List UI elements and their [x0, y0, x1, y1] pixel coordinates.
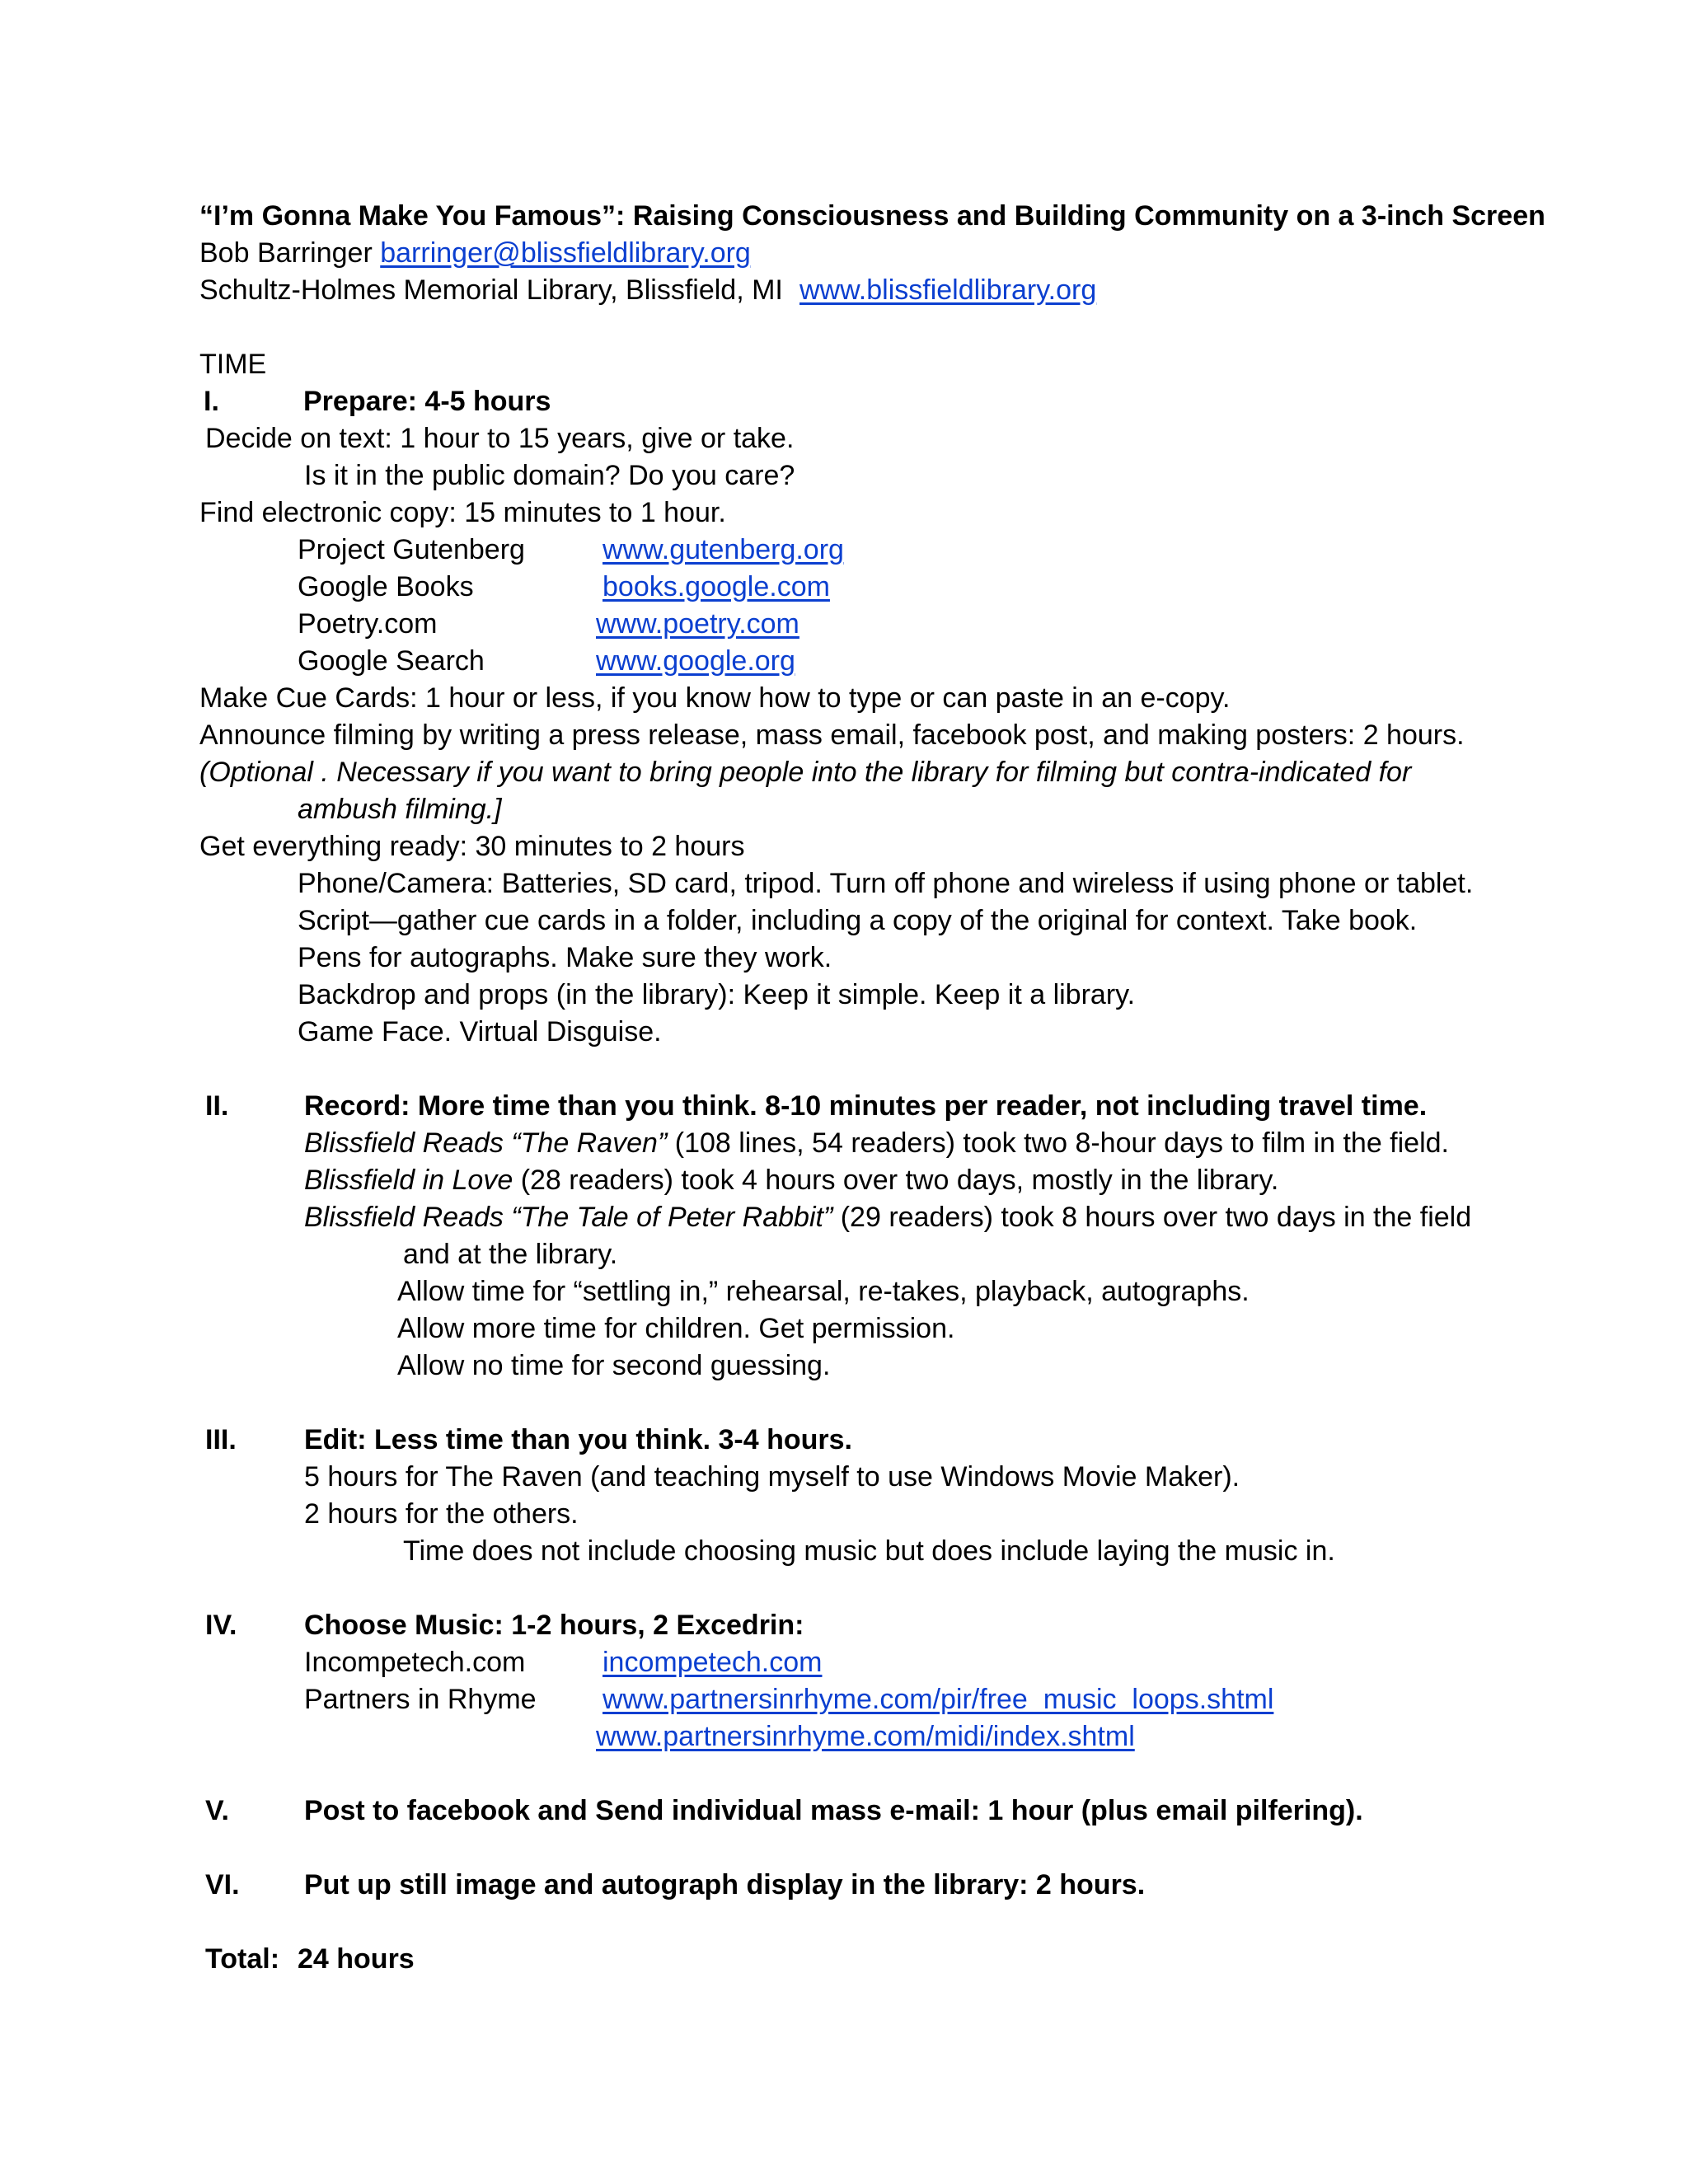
author-line	[199, 235, 751, 271]
edit-others-line: 2 hours for the others.	[304, 1498, 579, 1530]
ready-item: Pens for autographs. Make sure they work.	[298, 942, 832, 973]
ready-item: Game Face. Virtual Disguise.	[298, 1016, 662, 1047]
section-4-heading: Choose Music: 1-2 hours, 2 Excedrin:	[304, 1610, 804, 1641]
music-source-url-link[interactable]: incompetech.com	[603, 1647, 823, 1678]
total-label: Total:	[205, 1943, 280, 1975]
author-name: Bob Barringer	[199, 237, 373, 269]
section-3-heading: Edit: Less time than you think. 3-4 hours.	[304, 1424, 852, 1455]
edit-raven-line: 5 hours for The Raven (and teaching myself to use Windows Movie Maker).	[304, 1461, 1240, 1493]
find-copy-line: Find electronic copy: 15 minutes to 1 hour.	[199, 497, 726, 528]
section-4-number: IV.	[205, 1610, 237, 1641]
ready-item: Phone/Camera: Batteries, SD card, tripod. Turn off phone and wireless if using phone or tablet.	[298, 868, 1474, 899]
source-name: Google Search	[298, 645, 485, 677]
music-extra-url-link[interactable]: www.partnersinrhyme.com/midi/index.shtml	[596, 1721, 1135, 1752]
edit-note-line: Time does not include choosing music but does include laying the music in.	[403, 1535, 1335, 1567]
source-url-link[interactable]: www.google.org	[596, 645, 795, 677]
cue-cards-line: Make Cue Cards: 1 hour or less, if you know how to type or can paste in an e-copy.	[199, 682, 1231, 714]
raven-details: (108 lines, 54 readers) took two 8-hour days to film in the field.	[667, 1127, 1449, 1159]
source-name: Poetry.com	[298, 608, 438, 640]
author-email-link[interactable]: barringer@blissfieldlibrary.org	[380, 237, 751, 269]
allow-item: Allow no time for second guessing.	[397, 1350, 831, 1381]
total-value: 24 hours	[298, 1943, 415, 1975]
rabbit-title: Blissfield Reads “The Tale of Peter Rabbit”	[304, 1202, 833, 1233]
library-name: Schultz-Holmes Memorial Library, Blissfield, MI	[199, 274, 783, 306]
section-2-number: II.	[205, 1090, 229, 1122]
love-title: Blissfield in Love	[304, 1165, 513, 1196]
time-label: TIME	[199, 349, 267, 380]
love-details: (28 readers) took 4 hours over two days, mostly in the library.	[513, 1165, 1279, 1196]
optional-note-line-1: (Optional . Necessary if you want to bring people into the library for filming but contra-indicated for	[199, 757, 1412, 788]
library-url-link[interactable]: www.blissfieldlibrary.org	[799, 274, 1097, 306]
decide-text-line: Decide on text: 1 hour to 15 years, give or take.	[205, 423, 795, 454]
document-title: “I’m Gonna Make You Famous”: Raising Consciousness and Building Community on a 3-inch Screen	[199, 200, 1545, 232]
section-1-number: I.	[204, 386, 219, 417]
source-url-link[interactable]: www.poetry.com	[596, 608, 799, 640]
allow-item: Allow more time for children. Get permission.	[397, 1313, 955, 1344]
section-3-number: III.	[205, 1424, 237, 1455]
love-line	[304, 1162, 1278, 1198]
source-name: Project Gutenberg	[298, 534, 525, 565]
section-5-number: V.	[205, 1795, 230, 1826]
optional-note-line-2: ambush filming.]	[298, 794, 502, 825]
rabbit-line	[304, 1199, 1471, 1235]
music-source-name: Incompetech.com	[304, 1647, 526, 1678]
allow-item: Allow time for “settling in,” rehearsal, re-takes, playback, autographs.	[397, 1276, 1250, 1307]
announce-line: Announce filming by writing a press release, mass email, facebook post, and making posters: 2 hours.	[199, 719, 1465, 751]
raven-line	[304, 1125, 1449, 1161]
music-source-url-link[interactable]: www.partnersinrhyme.com/pir/free_music_loops.shtml	[603, 1684, 1274, 1715]
section-5-heading: Post to facebook and Send individual mass e-mail: 1 hour (plus email pilfering).	[304, 1795, 1363, 1826]
rabbit-continuation: and at the library.	[403, 1239, 618, 1270]
source-url-link[interactable]: www.gutenberg.org	[603, 534, 844, 565]
ready-item: Script—gather cue cards in a folder, including a copy of the original for context. Take book.	[298, 905, 1418, 936]
raven-title: Blissfield Reads “The Raven”	[304, 1127, 668, 1159]
rabbit-details: (29 readers) took 8 hours over two days in the field	[832, 1202, 1472, 1233]
section-6-heading: Put up still image and autograph display in the library: 2 hours.	[304, 1869, 1146, 1900]
section-1-heading: Prepare: 4-5 hours	[303, 386, 551, 417]
public-domain-line: Is it in the public domain? Do you care?	[304, 460, 795, 491]
music-source-name: Partners in Rhyme	[304, 1684, 537, 1715]
library-line	[199, 272, 783, 308]
source-url-link[interactable]: books.google.com	[603, 571, 830, 602]
section-6-number: VI.	[205, 1869, 240, 1900]
section-2-heading: Record: More time than you think. 8-10 minutes per reader, not including travel time.	[304, 1090, 1428, 1122]
get-ready-line: Get everything ready: 30 minutes to 2 hours	[199, 831, 745, 862]
ready-item: Backdrop and props (in the library): Keep it simple. Keep it a library.	[298, 979, 1136, 1010]
source-name: Google Books	[298, 571, 474, 602]
